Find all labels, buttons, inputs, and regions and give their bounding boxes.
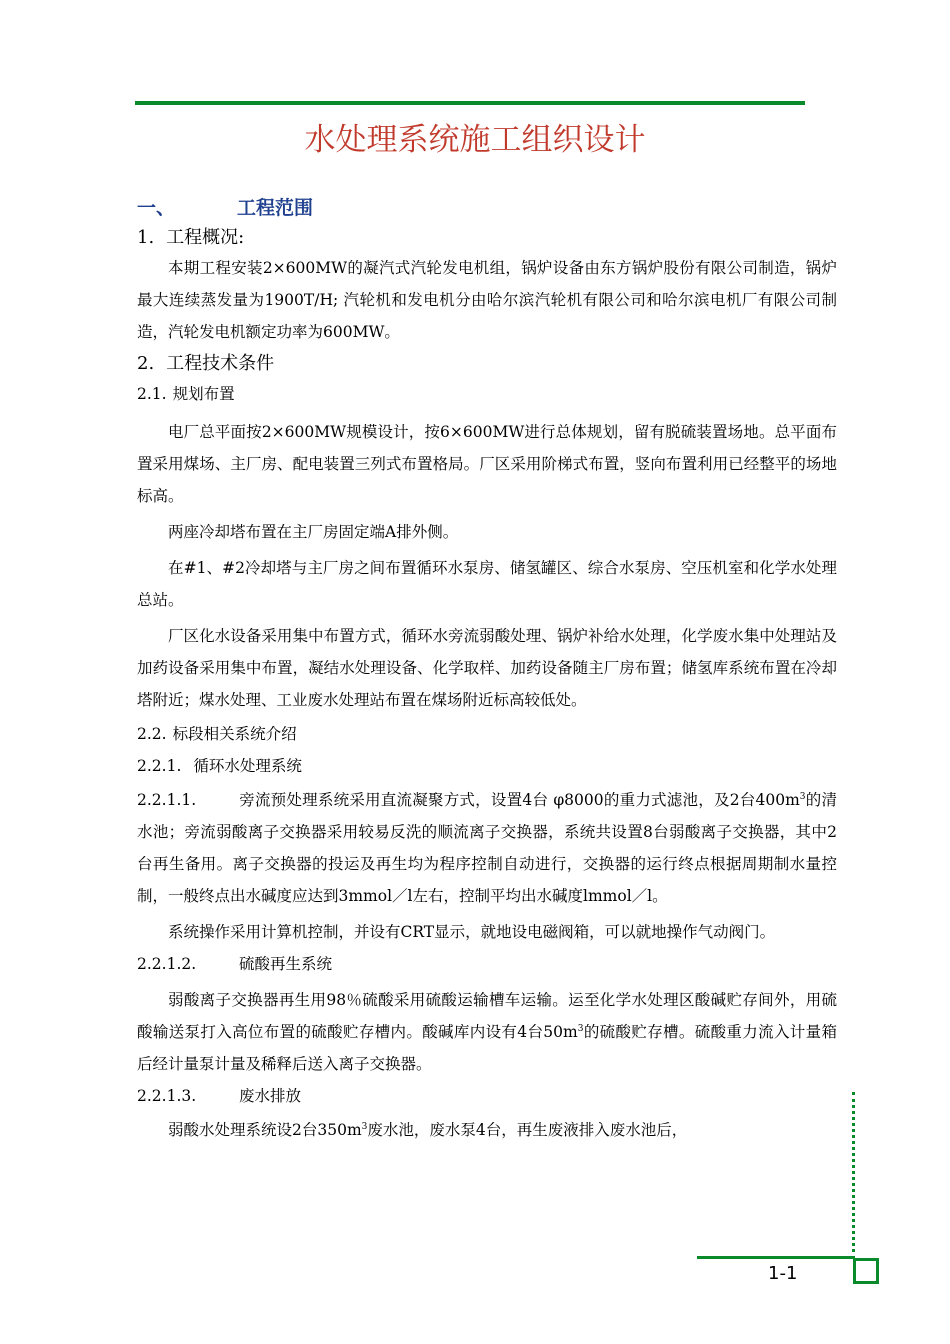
paragraph-text: 的硫酸贮存槽。硫酸重力流入计量箱后经计量泵计量及稀释后送入离子交换器。 xyxy=(137,1023,837,1073)
subsection-heading xyxy=(137,378,837,410)
paragraph-layout: 电厂总平面按2×600MW规模设计，按6×600MW进行总体规划，留有脱硫装置场地。总平面布置采用煤场、主厂房、配电装置三列式布置格局。厂区采用阶梯式布置，竖向布置利用已经整平的场地标高。 xyxy=(137,423,837,505)
subsection-number: 2. xyxy=(137,353,155,374)
section-label: 工程范围 xyxy=(237,197,314,219)
paragraph-text: 弱酸水处理系统设2台350m xyxy=(168,1121,362,1139)
paragraph-waste xyxy=(137,1114,837,1146)
paragraph-acid xyxy=(137,984,837,1080)
subsection-number: 1. xyxy=(137,227,155,248)
clause-heading xyxy=(137,948,837,980)
document-body xyxy=(137,192,837,1146)
subsection-number: 2.1. xyxy=(137,385,167,403)
clause-heading xyxy=(137,1080,837,1112)
paragraph-layout: 两座冷却塔布置在主厂房固定端A排外侧。 xyxy=(168,523,459,541)
clause-text: 旁流预处理系统采用直流凝聚方式，设置4台 φ8000的重力式滤池，及2台400m xyxy=(239,791,800,809)
subsection-number: 2.2. xyxy=(137,725,167,743)
subsection-label: 规划布置 xyxy=(172,385,235,403)
paragraph-layout: 在#1、#2冷却塔与主厂房之间布置循环水泵房、储氢罐区、综合水泵房、空压机室和化学水处理总站。 xyxy=(137,559,837,609)
subsection-heading xyxy=(137,750,837,782)
section-number: 一、 xyxy=(137,197,176,219)
footer-dotted-line xyxy=(852,1092,855,1259)
subsection-heading xyxy=(137,718,837,750)
paragraph-text: 弱酸离子交换器再生用98％硫酸采用硫酸运输槽车运输。运至化学水处理区酸碱贮存间外，用硫酸输送泵打入高位布置的硫酸贮存槽内。酸碱库内设有4台50m xyxy=(137,991,837,1041)
footer-rule xyxy=(697,1256,853,1259)
subsection-heading xyxy=(137,224,837,252)
clause-label: 硫酸再生系统 xyxy=(239,955,333,973)
page-number: 1-1 xyxy=(768,1263,798,1284)
top-rule xyxy=(135,101,805,105)
subsection-heading xyxy=(137,350,837,378)
subsection-number: 2.2.1. xyxy=(137,757,182,775)
clause-number: 2.2.1.1. xyxy=(137,791,197,809)
paragraph-control: 系统操作采用计算机控制，并设有CRT显示，就地设电磁阀箱，可以就地操作气动阀门。 xyxy=(168,923,776,941)
paragraph-layout: 厂区化水设备采用集中布置方式，循环水旁流弱酸处理、锅炉补给水处理，化学废水集中处理站及加药设备采用集中布置，凝结水处理设备、化学取样、加药设备随主厂房布置；储氢库系统布置在冷却塔附近；煤水处理、工业废水处理站布置在煤场附近标高较低处。 xyxy=(137,627,837,709)
superscript: 3 xyxy=(577,1023,584,1034)
paragraph-bypass xyxy=(137,784,837,912)
superscript: 3 xyxy=(799,791,806,802)
clause-text: 的清水池；旁流弱酸离子交换器采用较易反洗的顺流离子交换器，系统共设置8台弱酸离子交换器，其中2台再生备用。离子交换器的投运及再生均为程序控制自动进行，交换器的运行终点根据周期制水量控制，一般终点出水碱度应达到3mmol／l左右，控制平均出水碱度lmmol／l。 xyxy=(137,791,837,905)
paragraph-text: 废水池，废水泵4台，再生废液排入废水池后， xyxy=(367,1121,688,1139)
clause-number: 2.2.1.2. xyxy=(137,955,197,973)
footer-corner-box xyxy=(853,1258,879,1284)
subsection-label: 工程概况: xyxy=(166,227,245,248)
subsection-label: 标段相关系统介绍 xyxy=(172,725,297,743)
section-heading xyxy=(137,192,837,224)
clause-label: 废水排放 xyxy=(239,1087,302,1105)
page-title: 水处理系统施工组织设计 xyxy=(304,122,646,158)
clause-number: 2.2.1.3. xyxy=(137,1087,197,1105)
superscript: 3 xyxy=(361,1121,368,1132)
paragraph-overview: 本期工程安装2×600MW的凝汽式汽轮发电机组，锅炉设备由东方锅炉股份有限公司制造，锅炉最大连续蒸发量为1900T/H; 汽轮机和发电机分由哈尔滨汽轮机有限公司和哈尔滨电机厂有限公司制造，汽轮发电机额定功率为600MW。 xyxy=(137,259,837,341)
subsection-label: 循环水处理系统 xyxy=(193,757,302,775)
subsection-label: 工程技术条件 xyxy=(166,353,275,374)
